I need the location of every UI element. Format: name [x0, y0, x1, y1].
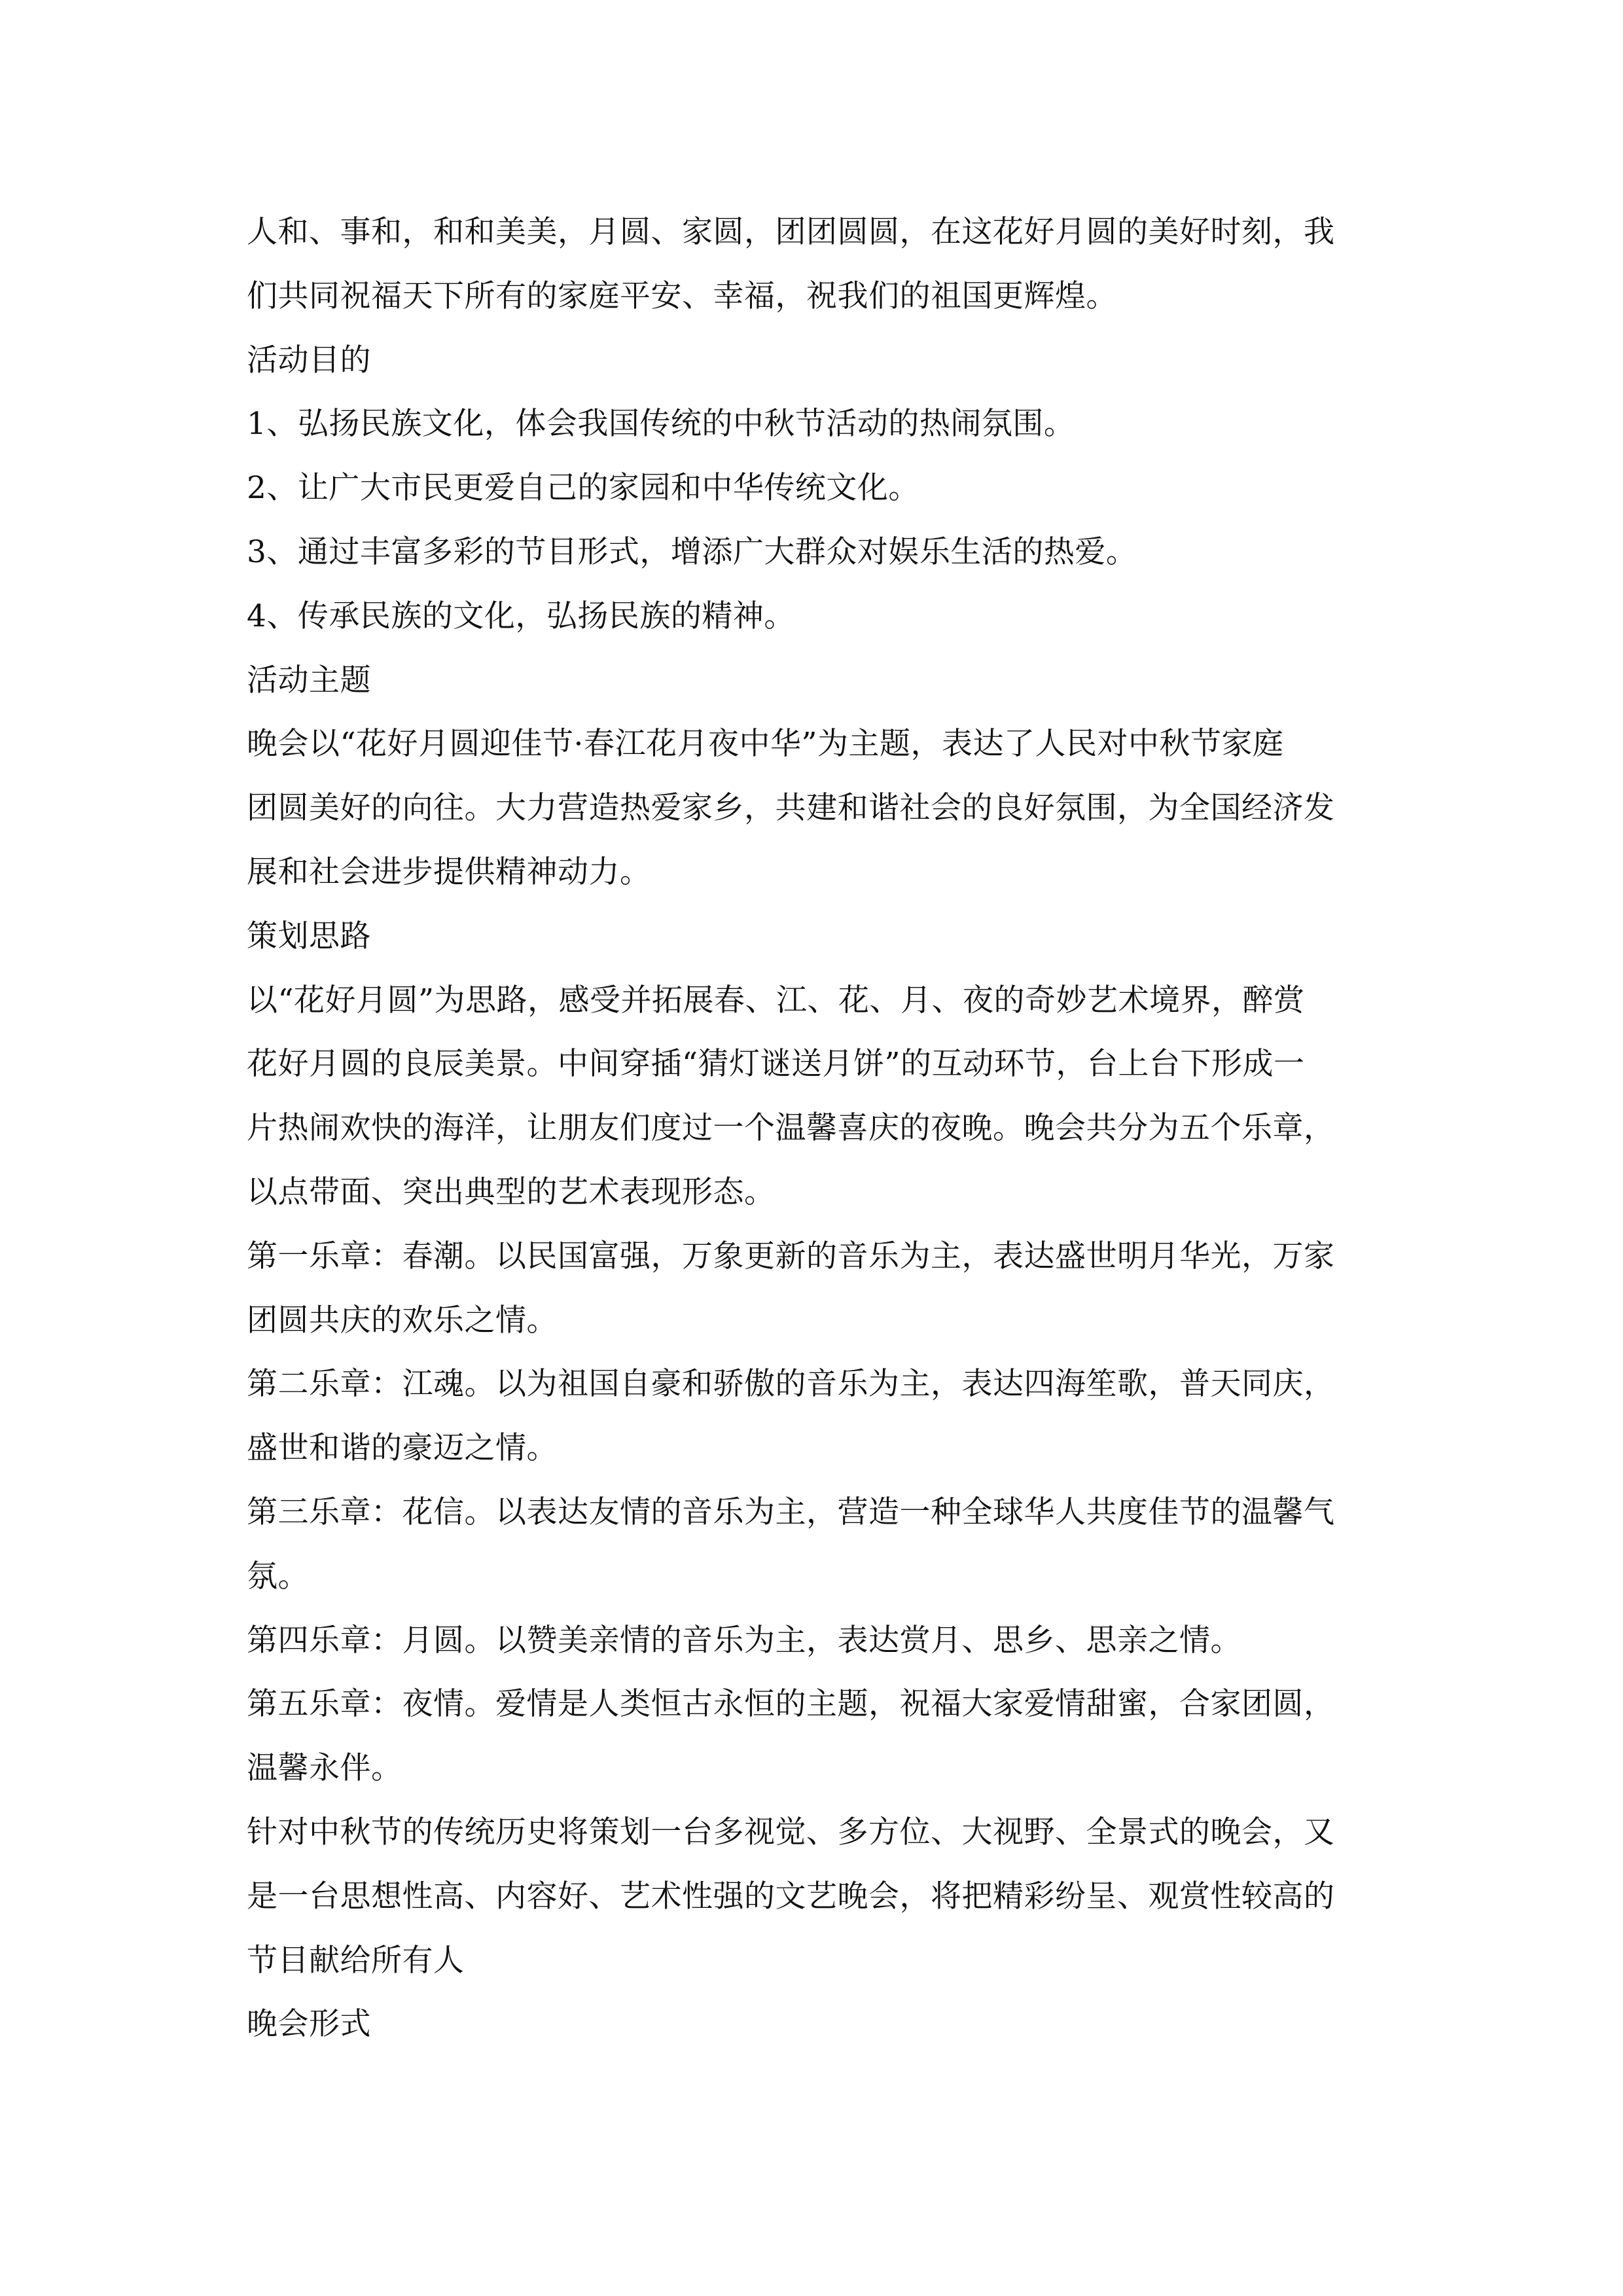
- section-heading: 晚会形式: [247, 2006, 371, 2043]
- text-line: 温馨永伴。: [247, 1750, 402, 1787]
- text-line: 节目献给所有人: [247, 1942, 465, 1979]
- section-heading: 活动目的: [247, 342, 371, 378]
- section-heading: 策划思路: [247, 918, 371, 954]
- text-line: 盛世和谐的豪迈之情。: [247, 1430, 558, 1467]
- list-item: 3、通过丰富多彩的节目形式，增添广大群众对娱乐生活的热爱。: [247, 533, 1137, 570]
- text-line: 团圆美好的向往。大力营造热爱家乡，共建和谐社会的良好氛围，为全国经济发: [247, 790, 1335, 827]
- text-line: 们共同祝福天下所有的家庭平安、幸福，祝我们的祖国更辉煌。: [247, 278, 1117, 314]
- text-line: 针对中秋节的传统历史将策划一台多视觉、多方位、大视野、全景式的晚会，又: [247, 1814, 1335, 1850]
- text-line: 人和、事和，和和美美，月圆、家圆，团团圆圆，在这花好月圆的美好时刻，我: [247, 214, 1335, 250]
- text-line: 以“花好月圆”为思路，感受并拓展春、江、花、月、夜的奇妙艺术境界，醉赏: [247, 982, 1305, 1018]
- text-line: 团圆共庆的欢乐之情。: [247, 1302, 558, 1338]
- text-line: 第一乐章：春潮。以民国富强，万象更新的音乐为主，表达盛世明月华光，万家: [247, 1238, 1335, 1274]
- text-line: 晚会以“花好月圆迎佳节·春江花月夜中华”为主题，表达了人民对中秋节家庭: [247, 726, 1284, 762]
- text-line: 是一台思想性高、内容好、艺术性强的文艺晚会，将把精彩纷呈、观赏性较高的: [247, 1878, 1335, 1914]
- section-heading: 活动主题: [247, 662, 371, 698]
- text-line: 第五乐章：夜情。爱情是人类恒古永恒的主题，祝福大家爱情甜蜜，合家团圆，: [247, 1686, 1335, 1723]
- list-item: 4、传承民族的文化，弘扬民族的精神。: [247, 598, 795, 634]
- text-line: 以点带面、突出典型的艺术表现形态。: [247, 1174, 776, 1210]
- text-line: 片热闹欢快的海洋，让朋友们度过一个温馨喜庆的夜晚。晚会共分为五个乐章，: [247, 1110, 1335, 1147]
- list-item: 2、让广大市民更爱自己的家园和中华传统文化。: [247, 470, 919, 507]
- text-line: 第二乐章：江魂。以为祖国自豪和骄傲的音乐为主，表达四海笙歌，普天同庆，: [247, 1366, 1335, 1403]
- list-item: 1、弘扬民族文化，体会我国传统的中秋节活动的热闹氛围。: [247, 406, 1075, 442]
- text-line: 花好月圆的良辰美景。中间穿插“猜灯谜送月饼”的互动环节，台上台下形成一: [247, 1046, 1305, 1083]
- text-line: 第四乐章：月圆。以赞美亲情的音乐为主，表达赏月、思乡、思亲之情。: [247, 1622, 1241, 1659]
- text-line: 第三乐章：花信。以表达友情的音乐为主，营造一种全球华人共度佳节的温馨气: [247, 1494, 1335, 1530]
- document-page: [247, 200, 1389, 2056]
- text-line: 氛。: [247, 1558, 309, 1594]
- text-line: 展和社会进步提供精神动力。: [247, 853, 651, 890]
